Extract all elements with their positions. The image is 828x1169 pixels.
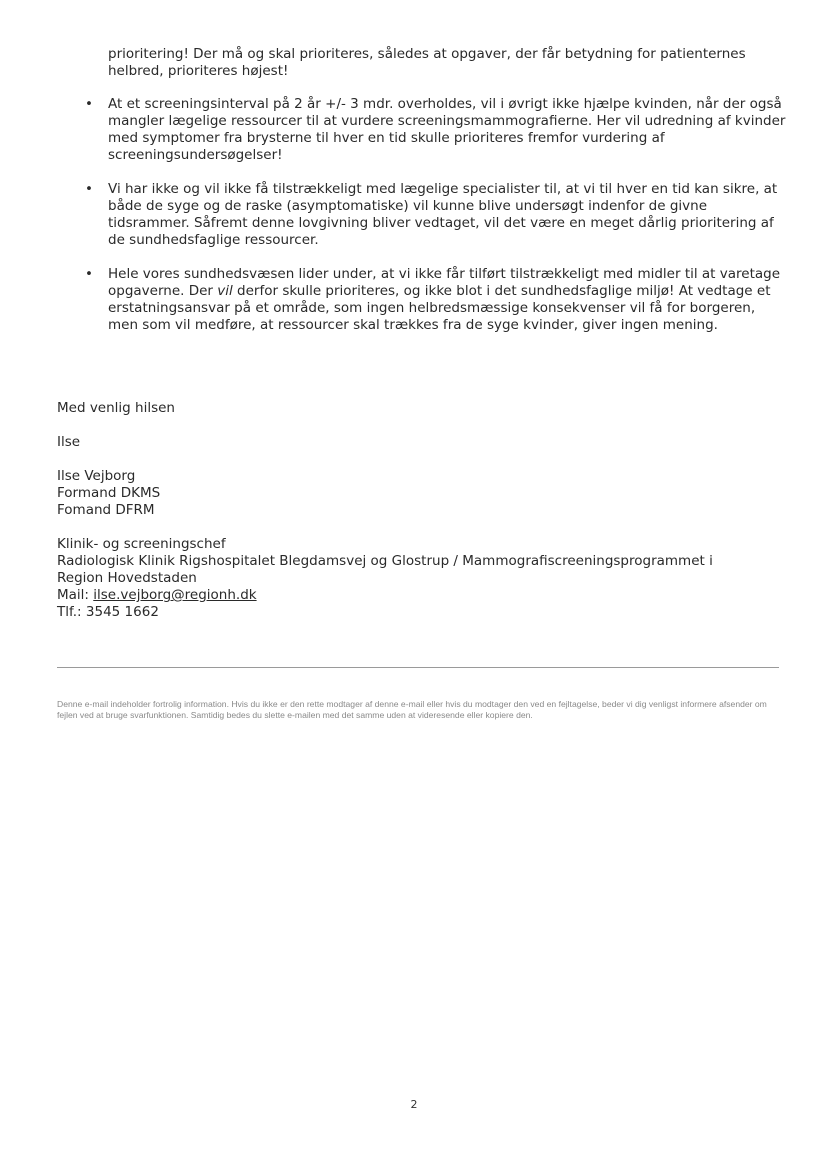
signature-title-dfrm: Fomand DFRM <box>57 502 155 518</box>
mail-line <box>57 587 788 604</box>
email-link[interactable]: ilse.vejborg@regionh.dk <box>93 587 257 603</box>
signature-block <box>57 468 788 519</box>
bullet-item-text: At et screeningsinterval på 2 år +/- 3 mdr. overholdes, vil i øvrigt ikke hjælpe kvinden, når der også mangler lægelige ressourcer til at vurdere screeningsmammografierne. Her vil udredning af kvinder med symptomer fra brysterne til hver en tid skulle prioriteres fremfor vurdering af screeningsundersøgelser! <box>108 96 786 163</box>
bullet-marker: • <box>85 181 93 197</box>
page-number: 2 <box>410 1098 418 1111</box>
footer-divider <box>57 667 779 668</box>
first-name-block <box>57 434 788 451</box>
continued-paragraph <box>108 46 788 80</box>
greeting-block <box>57 400 788 417</box>
mail-label: Mail: <box>57 587 94 603</box>
closing-section <box>57 400 788 638</box>
signature-name: Ilse Vejborg <box>57 468 136 484</box>
bullet-item-text: Vi har ikke og vil ikke få tilstrækkeligt med lægelige specialister til, at vi til hver en tid kan sikre, at både de syge og de raske (asymptomatiske) vil kunne blive undersøgt indenfor de givne tidsrammer. Såfremt denne lovgivning bliver vedtaget, vil det være en meget dårlig prioritering af de sundhedsfaglige ressourcer. <box>108 181 778 248</box>
bullet-marker: • <box>85 266 93 282</box>
bullet-marker: • <box>85 96 93 112</box>
continued-paragraph-text: prioritering! Der må og skal prioriteres, således at opgaver, der får betydning for patienternes helbred, prioriteres højest! <box>108 46 746 79</box>
position-block <box>57 536 788 621</box>
confidentiality-disclaimer: Denne e-mail indeholder fortrolig information. Hvis du ikke er den rette modtager af denne e-mail eller hvis du modtager den ved en fejltagelse, beder vi dig venligst informere afsender om fejlen ved at bruge svarfunktionen. Samtidig bedes du slette e-mailen med det samme uden at videresende eller kopiere den. <box>57 699 767 720</box>
greeting: Med venlig hilsen <box>57 400 175 416</box>
position-role: Klinik- og screeningschef <box>57 536 226 552</box>
bullet-list <box>57 96 788 351</box>
bullet-item-emphasis: vil <box>217 283 233 299</box>
phone-line: Tlf.: 3545 1662 <box>57 604 159 620</box>
bullet-item <box>57 266 788 334</box>
organization-line-1: Radiologisk Klinik Rigshospitalet Blegdamsvej og Glostrup / Mammografiscreeningsprogrammet i <box>57 553 713 569</box>
bullet-item <box>57 96 788 164</box>
signature-title-dkms: Formand DKMS <box>57 485 161 501</box>
organization-line-2: Region Hovedstaden <box>57 570 197 586</box>
bullet-item-text-after: derfor skulle prioriteres, og ikke blot i det sundhedsfaglige miljø! At vedtage et erstatningsansvar på et område, som ingen helbredsmæssige konsekvenser vil få for borgeren, men som vil medføre, at ressourcer skal trækkes fra de syge kvinder, giver ingen mening. <box>108 283 771 333</box>
bullet-item <box>57 181 788 249</box>
bullet-item-text-before: Hele vores sundhedsvæsen lider under, at vi ikke får tilført tilstrækkeligt med midler til at varetage opgaverne. Der <box>108 266 781 299</box>
first-name: Ilse <box>57 434 81 450</box>
